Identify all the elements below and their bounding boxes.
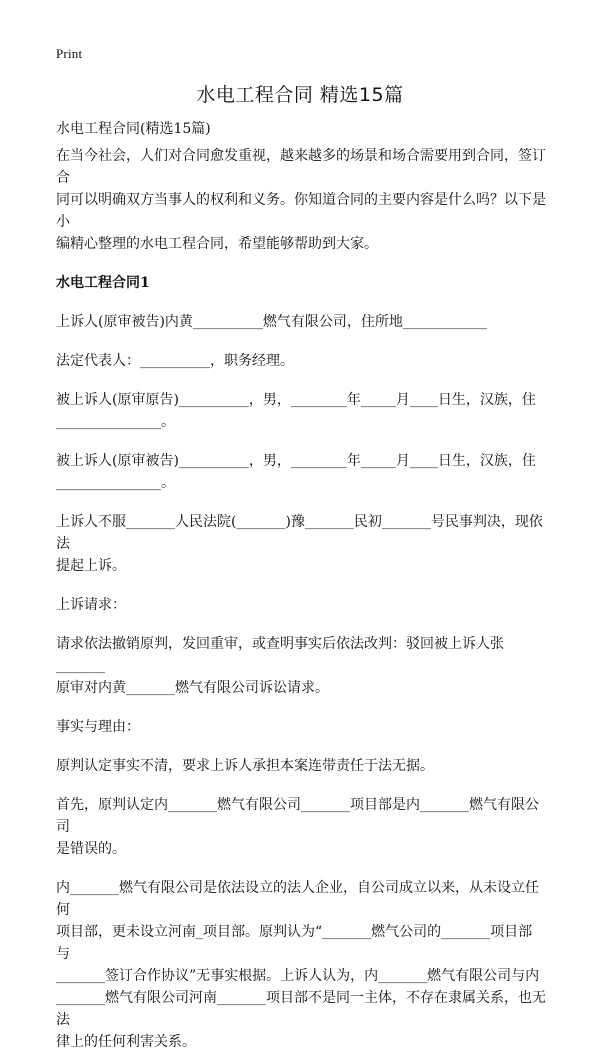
intro-line: 编精心整理的水电工程合同，希望能够帮助到大家。 — [56, 236, 378, 252]
paragraph-line: 内_______燃气有限公司是依法设立的法人企业，自公司成立以来，从未设立任何 — [56, 880, 539, 918]
paragraph-line: 提起上诉。 — [56, 558, 126, 574]
paragraph-line: 律上的任何利害关系。 — [56, 1034, 196, 1050]
paragraph-line: 上诉请求： — [56, 597, 126, 613]
paragraph-line: _______签订合作协议”无事实根据。上诉人认为，内_______燃气有限公司与内 — [56, 968, 540, 984]
paragraph-line: 原审对内黄_______燃气有限公司诉讼请求。 — [56, 680, 329, 696]
paragraph-appeal-request-heading — [56, 594, 546, 616]
paragraph-appellee-2 — [56, 450, 546, 494]
intro-line: 同可以明确双方当事人的权利和义务。你知道合同的主要内容是什么吗？以下是小 — [56, 192, 546, 230]
paragraph-line: 请求依法撤销原判，发回重审，或查明事实后依法改判：驳回被上诉人张_______ — [56, 636, 504, 674]
paragraph-line: 事实与理由： — [56, 719, 140, 735]
paragraph-line: _______________。 — [56, 414, 175, 430]
paragraph-line: _______________。 — [56, 475, 175, 491]
paragraph-appellee-1 — [56, 389, 546, 433]
subtitle: 水电工程合同(精选15篇) — [56, 121, 211, 137]
paragraph-first-point — [56, 794, 546, 860]
page-title: 水电工程合同 精选15篇 — [196, 84, 404, 106]
paragraph-line: 原判认定事实不清，要求上诉人承担本案连带责任于法无据。 — [56, 758, 434, 774]
paragraph-line: 被上诉人(原审原告)__________，男，________年_____月____日生，汉族，住 — [56, 392, 536, 408]
paragraph-appeal-request — [56, 633, 546, 699]
intro-paragraph — [56, 145, 546, 255]
print-label: Print — [56, 46, 83, 61]
paragraph-line: _______燃气有限公司河南_______项目部不是同一主体，不存在隶属关系，也无法 — [56, 990, 546, 1028]
paragraph-line: 上诉人不服_______人民法院(_______)豫_______民初_______号民事判决，现依法 — [56, 514, 543, 552]
paragraph-line: 被上诉人(原审被告)__________，男，________年_____月____日生，汉族，住 — [56, 453, 536, 469]
intro-line: 在当今社会，人们对合同愈发重视，越来越多的场景和场合需要用到合同，签订合 — [56, 148, 546, 186]
paragraph-facts-heading — [56, 716, 546, 738]
paragraph-appellant — [56, 311, 546, 333]
paragraph-line: 首先，原判认定内_______燃气有限公司_______项目部是内_______燃气有限公司 — [56, 797, 539, 835]
document-body — [56, 118, 546, 1053]
paragraph-facts-summary — [56, 755, 546, 777]
paragraph-appeal-statement — [56, 511, 546, 577]
paragraph-line: 上诉人(原审被告)内黄__________燃气有限公司，住所地____________ — [56, 314, 487, 330]
paragraph-line: 是错误的。 — [56, 841, 126, 857]
paragraph-legal-rep — [56, 350, 546, 372]
paragraph-line: 法定代表人：__________，职务经理。 — [56, 353, 294, 369]
paragraph-company-details — [56, 877, 546, 1053]
paragraph-line: 项目部，更未设立河南_项目部。原判认为“_______燃气公司的_______项目部与 — [56, 924, 533, 962]
section-heading: 水电工程合同1 — [56, 275, 150, 291]
